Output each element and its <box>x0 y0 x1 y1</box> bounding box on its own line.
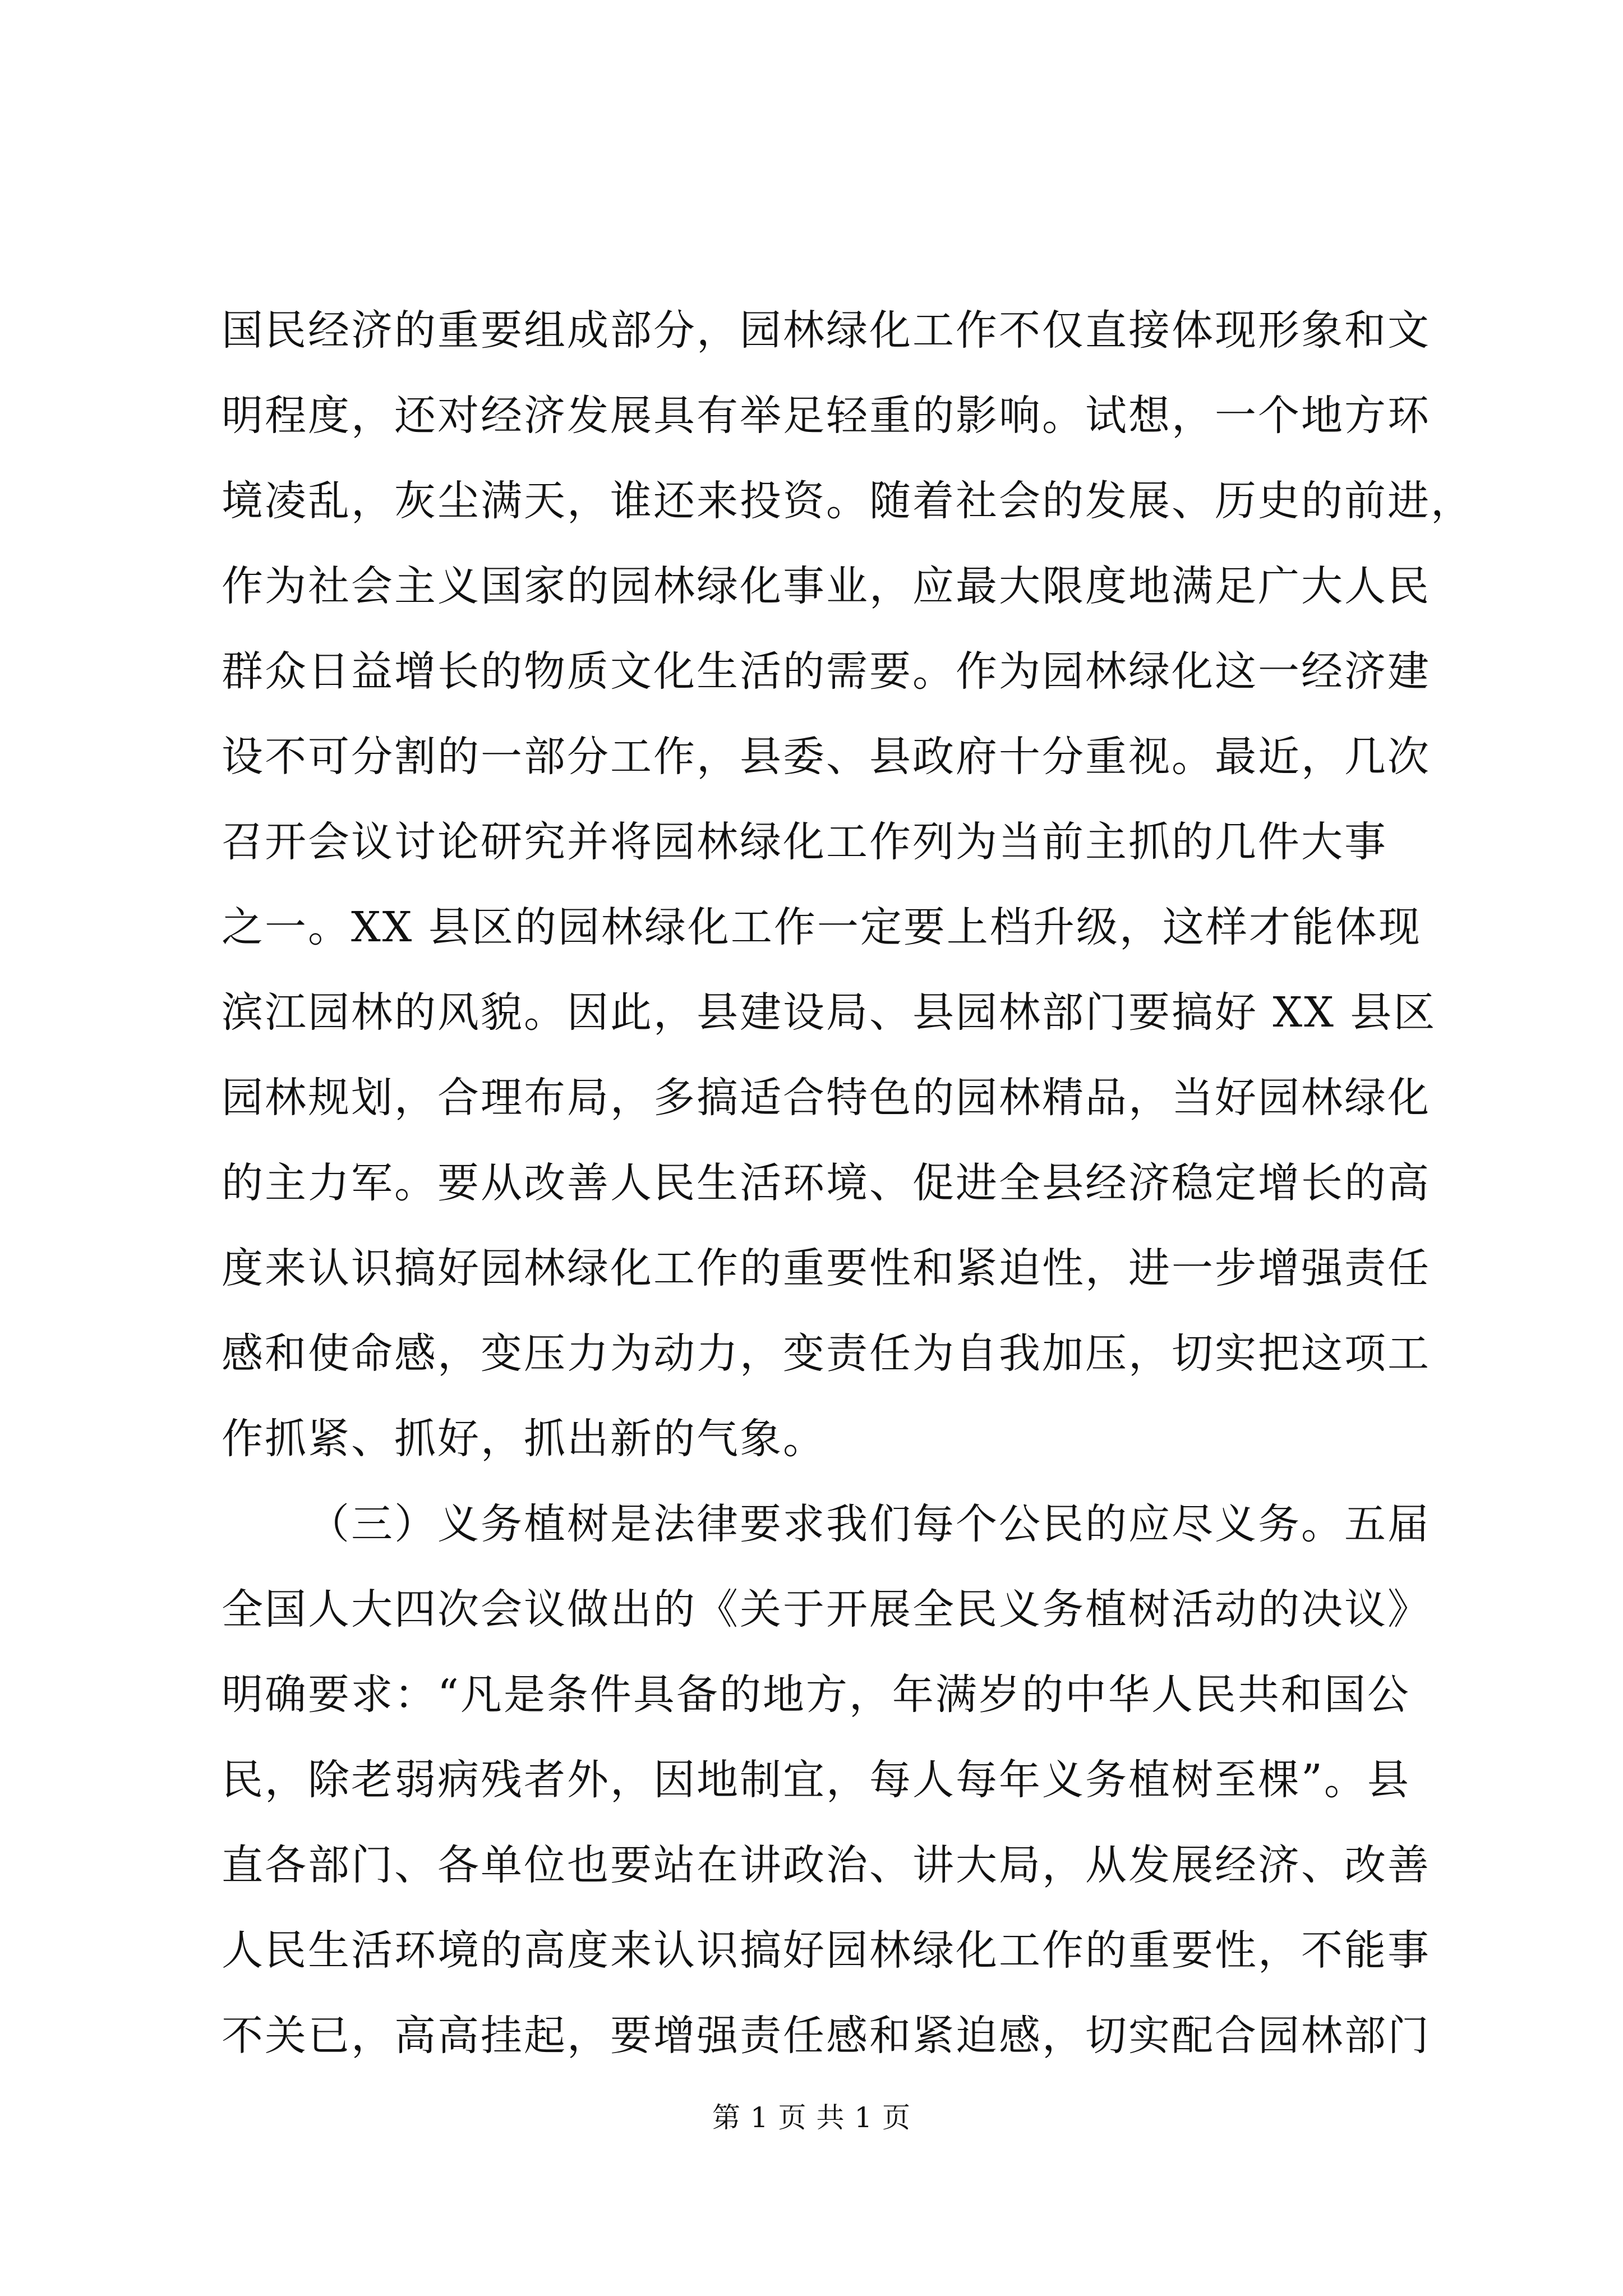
body-line-8: 之一。XX 县区的园林绿化工作一定要上档升级，这样才能体现 <box>222 903 1422 951</box>
body-line-4: 作为社会主义国家的园林绿化事业，应最大限度地满足广大人民 <box>222 562 1431 610</box>
body-line-3: 境凌乱，灰尘满天，谁还来投资。随着社会的发展、历史的前进， <box>222 477 1474 525</box>
body-line-13: 感和使命感，变压力为动力，变责任为自我加压，切实把这项工 <box>222 1329 1431 1378</box>
paragraph-3-first-line: （三）义务植树是法律要求我们每个公民的应尽义务。五届 <box>308 1500 1431 1548</box>
body-line-17: 明确要求：“凡是条件具备的地方，年满岁的中华人民共和国公 <box>222 1671 1410 1719</box>
body-line-2: 明程度，还对经济发展具有举足轻重的影响。试想，一个地方环 <box>222 392 1431 440</box>
body-line-5: 群众日益增长的物质文化生活的需要。作为园林绿化这一经济建 <box>222 647 1431 696</box>
body-line-19: 直各部门、各单位也要站在讲政治、讲大局，从发展经济、改善 <box>222 1841 1431 1889</box>
body-line-14: 作抓紧、抓好，抓出新的气象。 <box>222 1415 826 1463</box>
body-line-7: 召开会议讨论研究并将园林绿化工作列为当前主抓的几件大事 <box>222 818 1387 866</box>
body-line-12: 度来认识搞好园林绿化工作的重要性和紧迫性，进一步增强责任 <box>222 1244 1431 1292</box>
body-line-18: 民，除老弱病残者外，因地制宜，每人每年义务植树至棵”。县 <box>222 1756 1410 1804</box>
body-line-10: 园林规划，合理布局，多搞适合特色的园林精品，当好园林绿化 <box>222 1074 1431 1122</box>
page-number-footer: 第 1 页 共 1 页 <box>712 2101 911 2134</box>
body-line-11: 的主力军。要从改善人民生活环境、促进全县经济稳定增长的高 <box>222 1159 1431 1207</box>
body-line-20: 人民生活环境的高度来认识搞好园林绿化工作的重要性，不能事 <box>222 1926 1431 1975</box>
body-line-21: 不关已，高高挂起，要增强责任感和紧迫感，切实配合园林部门 <box>222 2012 1431 2060</box>
body-line-1: 国民经济的重要组成部分，园林绿化工作不仅直接体现形象和文 <box>222 306 1431 355</box>
body-line-9: 滨江园林的风貌。因此，县建设局、县园林部门要搞好 XX 县区 <box>222 988 1437 1037</box>
body-line-6: 设不可分割的一部分工作，县委、县政府十分重视。最近，几次 <box>222 733 1431 781</box>
body-line-16: 全国人大四次会议做出的《关于开展全民义务植树活动的决议》 <box>222 1585 1431 1634</box>
